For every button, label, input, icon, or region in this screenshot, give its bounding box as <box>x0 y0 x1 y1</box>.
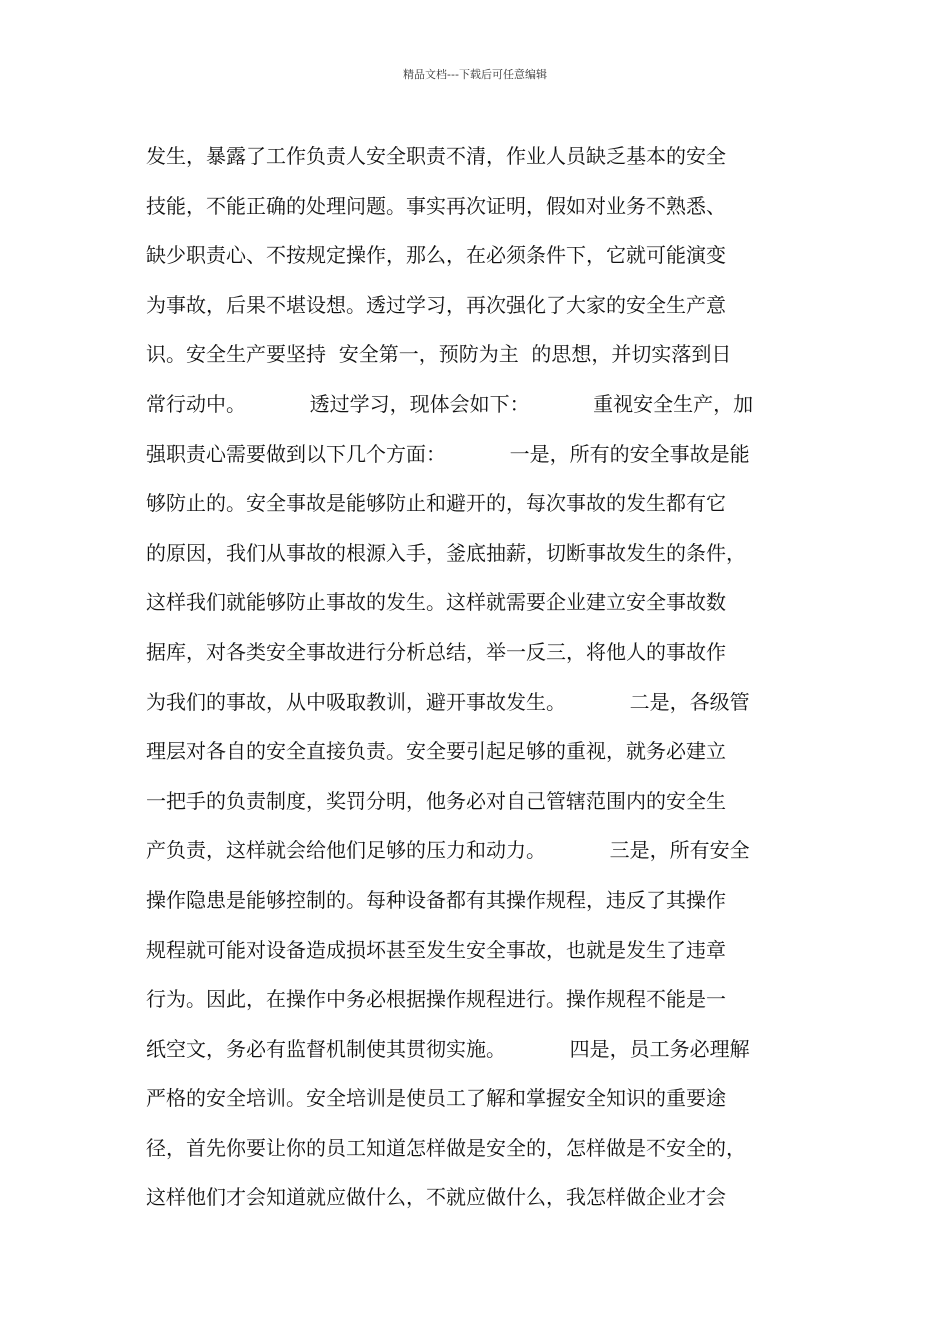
text-line: 据库，对各类安全事故进行分析总结，举一反三，将他人的事故作 <box>146 639 726 664</box>
text-line: 径，首先你要让你的员工知道怎样做是安全的，怎样做是不安全的， <box>146 1135 746 1160</box>
text-line: 够防止的。安全事故是能够防止和避开的，每次事故的发生都有它 <box>146 491 726 516</box>
text-line: 这样我们就能够防止事故的发生。这样就需要企业建立安全事故数 <box>146 590 726 615</box>
page-header: 精品文档---下载后可任意编辑 <box>403 68 547 81</box>
text-line: 规程就可能对设备造成损坏甚至发生安全事故，也就是发生了违章 <box>146 937 726 962</box>
text-line: 发生，暴露了工作负责人安全职责不清，作业人员缺乏基本的安全 <box>146 144 726 168</box>
text-line: 识。安全生产要坚持 安全第一，预防为主 的思想，并切实落到日 <box>146 342 732 367</box>
text-line: 技能，不能正确的处理问题。事实再次证明，假如对业务不熟悉、 <box>146 193 726 218</box>
body-text <box>146 132 836 1223</box>
text-line: 行为。因此，在操作中务必根据操作规程进行。操作规程不能是一 <box>146 987 726 1012</box>
text-line: 一把手的负责制度，奖罚分明，他务必对自己管辖范围内的安全生 <box>146 788 726 813</box>
text-line: 这样他们才会知道就应做什么，不就应做什么，我怎样做企业才会 <box>146 1185 726 1210</box>
text-line: 常行动中。 透过学习，现体会如下： 重视安全生产，加 <box>146 391 754 416</box>
text-line: 理层对各自的安全直接负责。安全要引起足够的重视，就务必建立 <box>146 739 726 764</box>
text-line: 的原因，我们从事故的根源入手，釜底抽薪，切断事故发生的条件， <box>146 540 746 565</box>
text-line: 为我们的事故，从中吸取教训，避开事故发生。 二是，各级管 <box>146 689 750 714</box>
text-line: 为事故，后果不堪设想。透过学习，再次强化了大家的安全生产意 <box>146 292 726 317</box>
text-line: 缺少职责心、不按规定操作，那么，在必须条件下，它就可能演变 <box>146 243 726 268</box>
text-line: 操作隐患是能够控制的。每种设备都有其操作规程，违反了其操作 <box>146 887 726 912</box>
text-line: 纸空文，务必有监督机制使其贯彻实施。 四是，员工务必理解 <box>146 1036 750 1061</box>
text-line: 严格的安全培训。安全培训是使员工了解和掌握安全知识的重要途 <box>146 1086 726 1111</box>
text-line: 产负责，这样就会给他们足够的压力和动力。 三是，所有安全 <box>146 838 750 863</box>
text-line: 强职责心需要做到以下几个方面： 一是，所有的安全事故是能 <box>146 441 750 466</box>
